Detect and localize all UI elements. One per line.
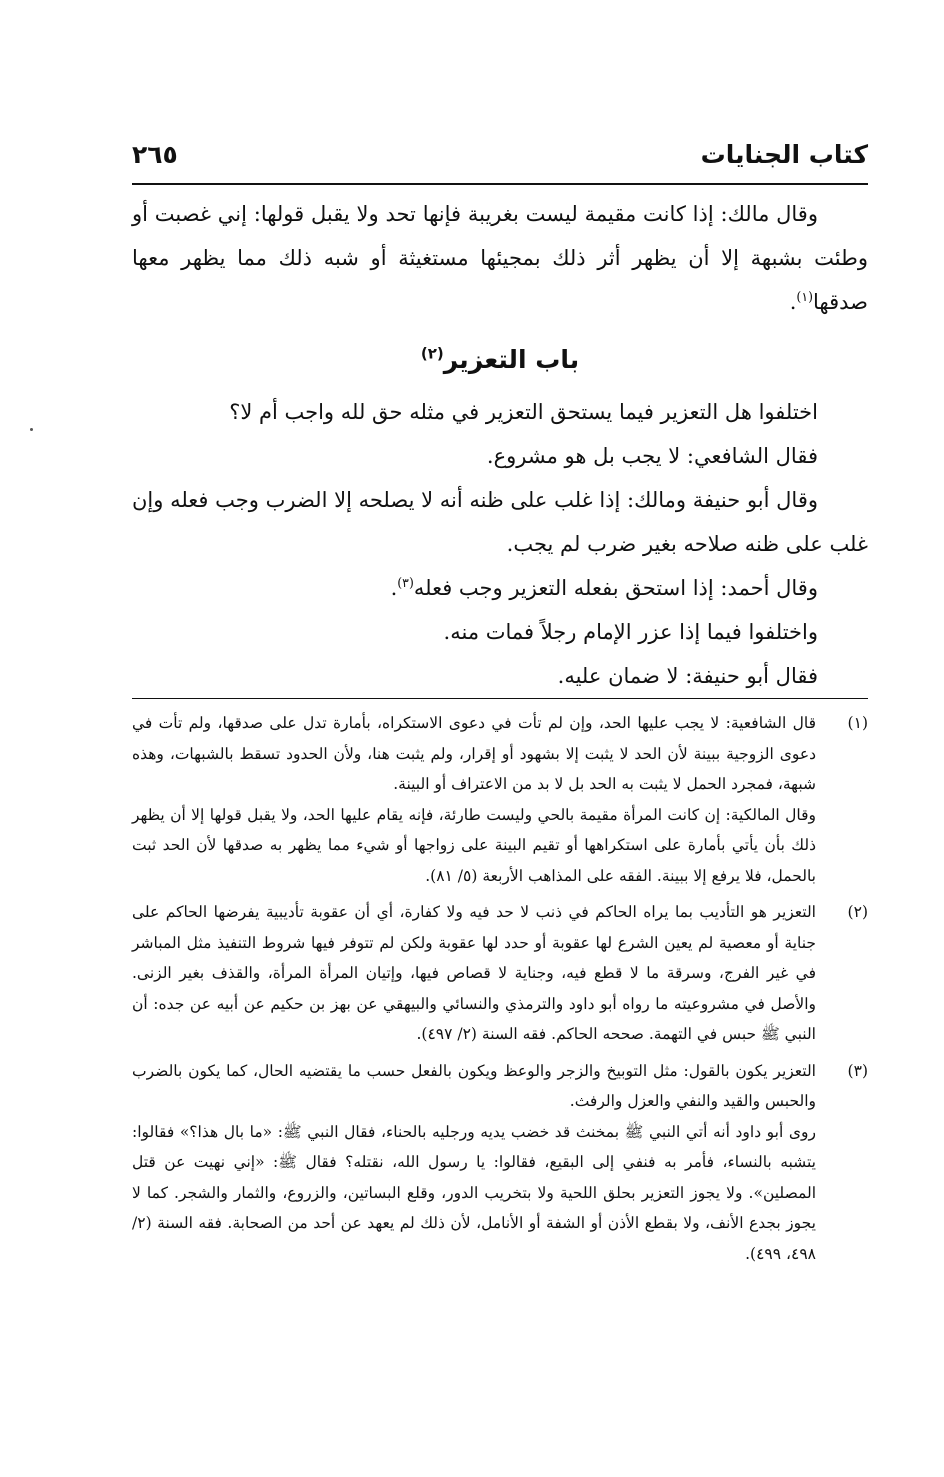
paragraph-abu-hanifa-malik: وقال أبو حنيفة ومالك: إذا غلب على ظنه أنه لا يصلحه إلا الضرب وجب فعله وإن غلب على ظنه صلاحه بغير ضرب لم يجب. xyxy=(132,488,868,556)
paragraph-end: . xyxy=(789,290,797,314)
chapter-title: كتاب الجنايات xyxy=(700,140,868,169)
footnote-paragraph: وقال المالكية: إن كانت المرأة مقيمة بالحي وليست طارئة، فإنه يقام عليها الحد، ولا يقبل قولها إلا أن يظهر ذلك بأن يأتي بأمارة على استكراهها أو تقيم البينة على زواجها أو شيء مما يظهر به صدقها لأن الحد ثبت بالحمل، فلا يرفع إلا ببينة. الفقه على المذاهب الأربعة (٥/ ٨١). xyxy=(132,805,816,885)
footnote-text xyxy=(132,708,816,891)
footnote-paragraph: روى أبو داود أنه أتي النبي ﷺ بمخنث قد خضب يديه ورجليه بالحناء، فقال النبي ﷺ: «ما بال هذا؟» فقالوا: يتشبه بالنساء، فأمر به فنفي إلى البقيع، فقالوا: يا رسول الله، نقتله؟ فقال ﷺ: «إني نهيت عن قتل المصلين». ولا يجوز التعزير بحلق اللحية ولا بتخريب الدور، وقلع البساتين، والزروع، والثمار والشجر. كما لا يجوز بجدع الأنف، ولا بقطع الأذن أو الشفة أو الأنامل، لأن ذلك لم يعهد عن أحد من الصحابة. فقه السنة (٢/ ٤٩٨، ٤٩٩). xyxy=(132,1122,816,1263)
footnote-paragraph: قال الشافعية: لا يجب عليها الحد، وإن لم تأت في دعوى الاستكراه، بأمارة تدل على صدقها، ولم تأت في دعوى الزوجية ببينة لأن الحد لا يثبت إلا بشهود أو إقرار، ولم يثبت هنا، ولأن الحدود تسقط بالشبهات، وهذه شبهة، فمجرد الحمل لا يثبت به الحد بل لا بد من الاعتراف أو البينة. xyxy=(132,714,816,793)
section-heading xyxy=(132,338,868,382)
paragraph-imam-death: واختلفوا فيما إذا عزر الإمام رجلاً فمات منه. xyxy=(443,620,818,644)
footnote-ref-3[interactable]: (٣) xyxy=(397,575,414,590)
paragraph-ahmad xyxy=(132,566,868,610)
footnote-2 xyxy=(132,897,868,1050)
footnote-number: (١) xyxy=(847,714,868,732)
page-number: ٢٦٥ xyxy=(132,140,178,169)
footnotes xyxy=(132,708,868,1275)
stray-mark xyxy=(30,428,33,431)
footnote-rule xyxy=(132,698,868,699)
paragraph-shafii: فقال الشافعي: لا يجب بل هو مشروع. xyxy=(486,444,818,468)
header-rule xyxy=(132,183,868,185)
footnote-1 xyxy=(132,708,868,891)
paragraph-text: وقال مالك: إذا كانت مقيمة ليست بغريبة فإنها تحد ولا يقبل قولها: إني غصبت أو وطئت بشبهة إلا أن يظهر أثر ذلك بمجيئها مستغيثة أو شبه ذلك مما يظهر معها صدقها xyxy=(132,202,868,314)
running-header xyxy=(132,140,868,178)
paragraph-no-liability: فقال أبو حنيفة: لا ضمان عليه. xyxy=(557,664,818,688)
paragraph-text: وقال أحمد: إذا استحق بفعله التعزير وجب فعله xyxy=(413,576,818,600)
section-heading-text: باب التعزير xyxy=(443,345,580,374)
main-text xyxy=(132,192,868,698)
paragraph-disagreement: اختلفوا هل التعزير فيما يستحق التعزير في مثله حق لله واجب أم لا؟ xyxy=(229,400,818,424)
footnote-ref-2[interactable]: (٢) xyxy=(420,344,444,363)
footnote-paragraph: التعزير يكون بالقول: مثل التوبيخ والزجر والوعظ ويكون بالفعل حسب ما يقتضيه الحال، كما يكون بالضرب والحبس والقيد والنفي والعزل والرفث. xyxy=(132,1061,816,1110)
footnote-number: (٢) xyxy=(847,903,868,921)
footnote-text xyxy=(132,897,816,1050)
footnote-3 xyxy=(132,1056,868,1270)
paragraph-malik xyxy=(132,192,868,324)
footnote-paragraph: التعزير هو التأديب بما يراه الحاكم في ذنب لا حد فيه ولا كفارة، أي أن عقوبة تأديبية يفرضها الحاكم على جناية أو معصية لم يعين الشرع لها عقوبة أو حدد لها عقوبة ولكن لم تتوفر فيها شروط التنفيذ مثل المباشر في غير الفرج، وسرقة ما لا قطع فيه، وجناية لا قصاص فيها، وإتيان المرأة المرأة، والقذف بغير الزنى. والأصل في مشروعيته ما رواه أبو داود والترمذي والنسائي والبيهقي عن بهز بن حكيم عن أبيه عن جده: أن النبي ﷺ حبس في التهمة. صححه الحاكم. فقه السنة (٢/ ٤٩٧). xyxy=(132,903,816,1043)
footnote-text xyxy=(132,1056,816,1270)
footnote-number: (٣) xyxy=(847,1061,868,1080)
paragraph-end: . xyxy=(390,576,398,600)
footnote-ref-1[interactable]: (١) xyxy=(796,289,814,304)
